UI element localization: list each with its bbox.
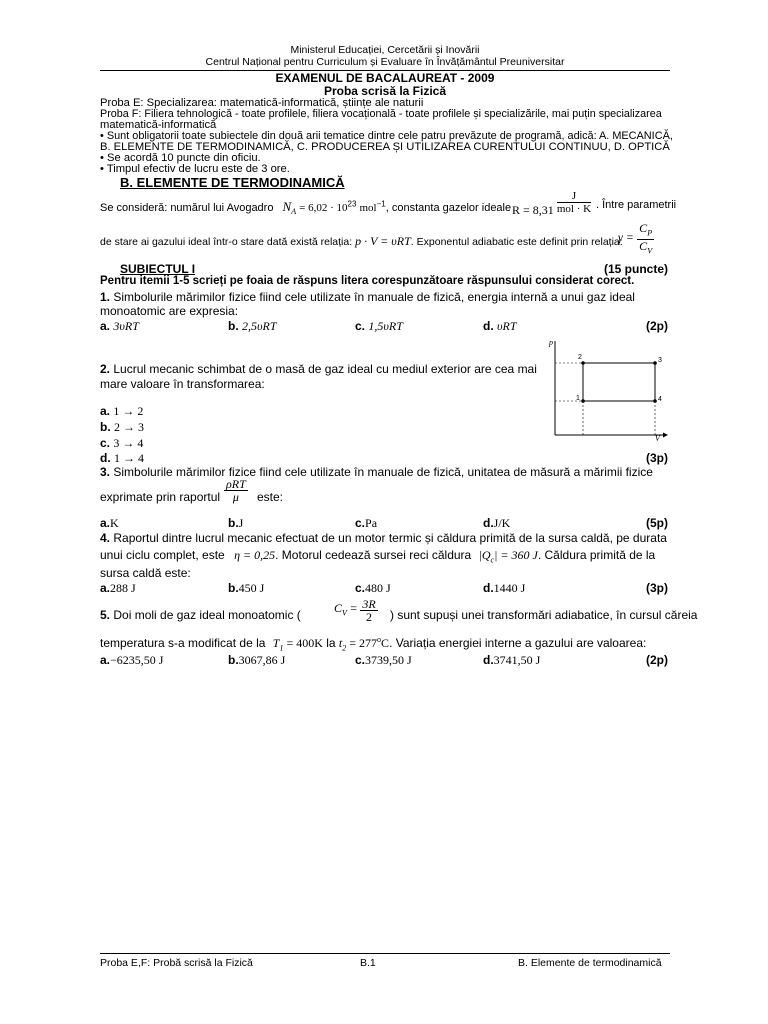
q5-line1-a bbox=[100, 608, 301, 622]
q1-text: Simbolurile mărimilor fizice fiind cele utilizate în manuale de fizică, energia internă a unui gaz ideal bbox=[113, 290, 635, 304]
bullet-time: • Timpul efectiv de lucru este de 3 ore. bbox=[100, 163, 290, 175]
ministry-name: Ministerul Educației, Cercetării și Inovării bbox=[290, 44, 480, 56]
q5-cv-num: 3R bbox=[362, 597, 376, 611]
pv-diagram bbox=[545, 335, 670, 445]
q3-line2-a: exprimate prin raportul bbox=[100, 490, 221, 504]
avogadro-unit: mol bbox=[359, 202, 377, 214]
subject-instruction: Pentru itemii 1-5 scrieți pe foaia de răspuns litera corespunzătoare răspunsului considerat corect. bbox=[100, 275, 635, 287]
q2-option-c: c. 3 → 4 bbox=[100, 436, 144, 450]
q2-option-b: b. 2 → 3 bbox=[100, 420, 145, 434]
q1-line2: monoatomic are expresia: bbox=[100, 304, 239, 318]
q1-option-d: d. υRT bbox=[483, 319, 517, 333]
q5-cv-fraction bbox=[360, 598, 377, 623]
q4-eta: η = 0,25 bbox=[234, 548, 276, 562]
q3-option-d: d. J/K bbox=[483, 516, 511, 530]
q4-points: (3p) bbox=[646, 581, 668, 595]
gamma-num: C bbox=[639, 221, 648, 235]
q4-line3: sursa caldă este: bbox=[100, 566, 191, 580]
proba-e-line: Proba E: Specializarea: matematică-informatică, științe ale naturii bbox=[100, 97, 424, 109]
q2-line1 bbox=[100, 362, 537, 376]
q5-option-d: d. 3741,50 J bbox=[483, 653, 541, 667]
q3-fraction bbox=[224, 478, 248, 503]
state-3-label: 3 bbox=[658, 357, 662, 364]
q5-number: 5. bbox=[100, 608, 111, 622]
intro-text-state: de stare ai gazului ideal într-o stare dată există relația: bbox=[100, 236, 353, 248]
bullet-subjects-line1: • Sunt obligatorii toate subiectele din două arii tematice dintre cele patru prevăzute de programă, adică: A. MECANICĂ, bbox=[100, 130, 673, 142]
proba-f-line2: matematică-informatică bbox=[100, 119, 217, 131]
q1-number: 1. bbox=[100, 290, 111, 304]
q4-option-d: d. 1440 J bbox=[483, 581, 526, 595]
q4-qc: $|Q_c| = 360$ J bbox=[478, 548, 538, 565]
subject-points: (15 puncte) bbox=[603, 262, 668, 276]
bullet-points: • Se acordă 10 puncte din oficiu. bbox=[100, 152, 261, 164]
exam-subtitle: Proba scrisă la Fizică bbox=[323, 84, 447, 98]
q3-points: (5p) bbox=[646, 516, 668, 530]
intro-text-a: Se consideră: numărul lui Avogadro bbox=[100, 202, 274, 214]
center-name: Centrul Național pentru Curriculum și Evaluare în Învățământul Preuniversitar bbox=[205, 56, 565, 68]
q4-option-b: b. 450 J bbox=[228, 581, 265, 595]
avogadro-symbol: N bbox=[282, 199, 292, 214]
subject-title: SUBIECTUL I bbox=[120, 262, 196, 276]
q5-t1: $T_1 = 400K$ bbox=[272, 636, 323, 653]
q5-cv-sub: V bbox=[342, 608, 347, 618]
gamma-num-sub: P bbox=[647, 228, 653, 238]
q3-frac-num: ρRT bbox=[226, 477, 246, 491]
q4-line2-c: . Căldura primită de la bbox=[537, 548, 656, 562]
q4-option-c: c. 480 J bbox=[355, 581, 391, 595]
intro-text-b: , constanta gazelor ideale bbox=[385, 202, 512, 214]
q3-frac-den: μ bbox=[232, 490, 239, 504]
q3-option-c: c. Pa bbox=[355, 516, 378, 530]
section-title: B. ELEMENTE DE TERMODINAMICĂ bbox=[120, 175, 345, 190]
q3-option-a: a. K bbox=[100, 516, 119, 530]
v-axis-label: V bbox=[655, 434, 660, 443]
q5-option-a: a. −6235,50 J bbox=[100, 653, 164, 667]
q3-option-b: b. J bbox=[228, 516, 244, 530]
state-4-dot bbox=[653, 399, 657, 403]
q4-line2-a: unui ciclu complet, este bbox=[100, 548, 225, 562]
state-relation: p · V = υRT bbox=[355, 234, 411, 248]
footer-divider bbox=[100, 953, 670, 954]
q4-number: 4. bbox=[100, 531, 111, 545]
p-axis-label: p bbox=[549, 338, 553, 347]
state-4-label: 4 bbox=[658, 396, 662, 403]
gamma-symbol: γ = bbox=[618, 230, 634, 245]
gamma-den: C bbox=[639, 239, 648, 254]
v-axis-arrow bbox=[663, 433, 668, 438]
q2-option-d: d. 1 → 4 bbox=[100, 451, 145, 465]
q5-cv-symbol: C bbox=[334, 600, 343, 615]
q5-la: la bbox=[326, 636, 336, 650]
q3-line2-b: este: bbox=[257, 490, 284, 504]
q4-line2-b: . Motorul cedează sursei reci căldura bbox=[275, 548, 472, 562]
r-unit-num: J bbox=[557, 190, 591, 203]
q5-cv-den: 2 bbox=[366, 610, 373, 624]
bullet-subjects-line2: B. ELEMENTE DE TERMODINAMICĂ, C. PRODUCEREA ȘI UTILIZAREA CURENTULUI CONTINUU, D. OPTICĂ bbox=[100, 141, 670, 153]
avogadro-value: = 6,02 · 10 bbox=[299, 202, 348, 214]
adiabatic-exponent bbox=[618, 222, 654, 258]
q4-text: Raportul dintre lucrul mecanic efectuat de un motor termic și căldura primită de la sursa caldă, pe durata bbox=[113, 531, 667, 545]
q5-text-a: Doi moli de gaz ideal monoatomic ( bbox=[113, 608, 301, 622]
state-1-dot bbox=[581, 399, 585, 403]
q5-line2-b: . Variația energiei interne a gazului are valoarea: bbox=[389, 636, 647, 650]
q5-option-b: b. 3067,86 J bbox=[228, 653, 286, 667]
exam-title: EXAMENUL DE BACALAUREAT - 2009 bbox=[275, 71, 495, 85]
r-value: R = 8,31 bbox=[512, 203, 554, 218]
q4-line1 bbox=[100, 531, 667, 545]
r-unit-den: mol · K bbox=[556, 203, 592, 215]
q5-cv-eq: = bbox=[350, 600, 358, 615]
q5-cv bbox=[334, 598, 378, 623]
q2-option-a: a. 1 → 2 bbox=[100, 404, 144, 418]
q3-line1 bbox=[100, 465, 653, 479]
intro-text-adiabatic: . Exponentul adiabatic este definit prin relația: bbox=[410, 236, 623, 248]
footer-page: B.1 bbox=[360, 957, 376, 969]
q4-option-a: a. 288 J bbox=[100, 581, 136, 595]
r-unit-fraction bbox=[557, 190, 591, 215]
state-3-dot bbox=[653, 361, 657, 365]
q3-text: Simbolurile mărimilor fizice fiind cele utilizate în manuale de fizică, unitatea de măsură a mărimii fizice bbox=[113, 465, 653, 479]
q5-line2-a: temperatura s-a modificat de la bbox=[100, 636, 266, 650]
q1-line1 bbox=[100, 290, 635, 304]
intro-text-c: . Între parametrii bbox=[596, 199, 677, 211]
q3-number: 3. bbox=[100, 465, 111, 479]
footer-left: Proba E,F: Probă scrisă la Fizică bbox=[100, 957, 253, 969]
q1-option-a: a. 3υRT bbox=[100, 319, 139, 333]
q2-number: 2. bbox=[100, 362, 111, 376]
state-2-dot bbox=[581, 361, 585, 365]
intro-line1 bbox=[100, 199, 511, 216]
avogadro-exp: 23 bbox=[347, 199, 357, 209]
q2-text: Lucrul mecanic schimbat de o masă de gaz ideal cu mediul exterior are cea mai bbox=[113, 362, 537, 376]
avogadro-unit-exp: −1 bbox=[376, 199, 386, 209]
q5-t2: $t_2 = 277^oC$ bbox=[338, 635, 390, 653]
gamma-fraction bbox=[637, 222, 654, 258]
state-1-label: 1 bbox=[576, 395, 580, 402]
q1-option-c: c. 1,5υRT bbox=[355, 319, 403, 333]
q5-line2 bbox=[100, 635, 646, 652]
footer-right: B. Elemente de termodinamică bbox=[518, 957, 662, 969]
q5-text-b: ) sunt supuși unei transformări adiabatice, în cursul căreia bbox=[390, 608, 698, 622]
q5-option-c: c. 3739,50 J bbox=[355, 653, 412, 667]
q4-line2 bbox=[100, 548, 655, 564]
intro-line2 bbox=[100, 234, 623, 249]
avogadro-sub: A bbox=[291, 207, 297, 217]
q1-option-b: b. 2,5υRT bbox=[228, 319, 277, 333]
gas-constant bbox=[512, 190, 592, 218]
proba-f-line1: Proba F: Filiera tehnologică - toate profilele, filiera vocațională - toate profilele și specializările, mai puțin specializarea bbox=[100, 108, 662, 120]
q5-points: (2p) bbox=[646, 653, 668, 667]
q2-line2: mare valoare în transformarea: bbox=[100, 377, 265, 391]
gamma-den-sub: V bbox=[647, 246, 653, 256]
state-2-label: 2 bbox=[578, 354, 582, 361]
q1-points: (2p) bbox=[646, 319, 668, 333]
q2-points: (3p) bbox=[646, 451, 668, 465]
